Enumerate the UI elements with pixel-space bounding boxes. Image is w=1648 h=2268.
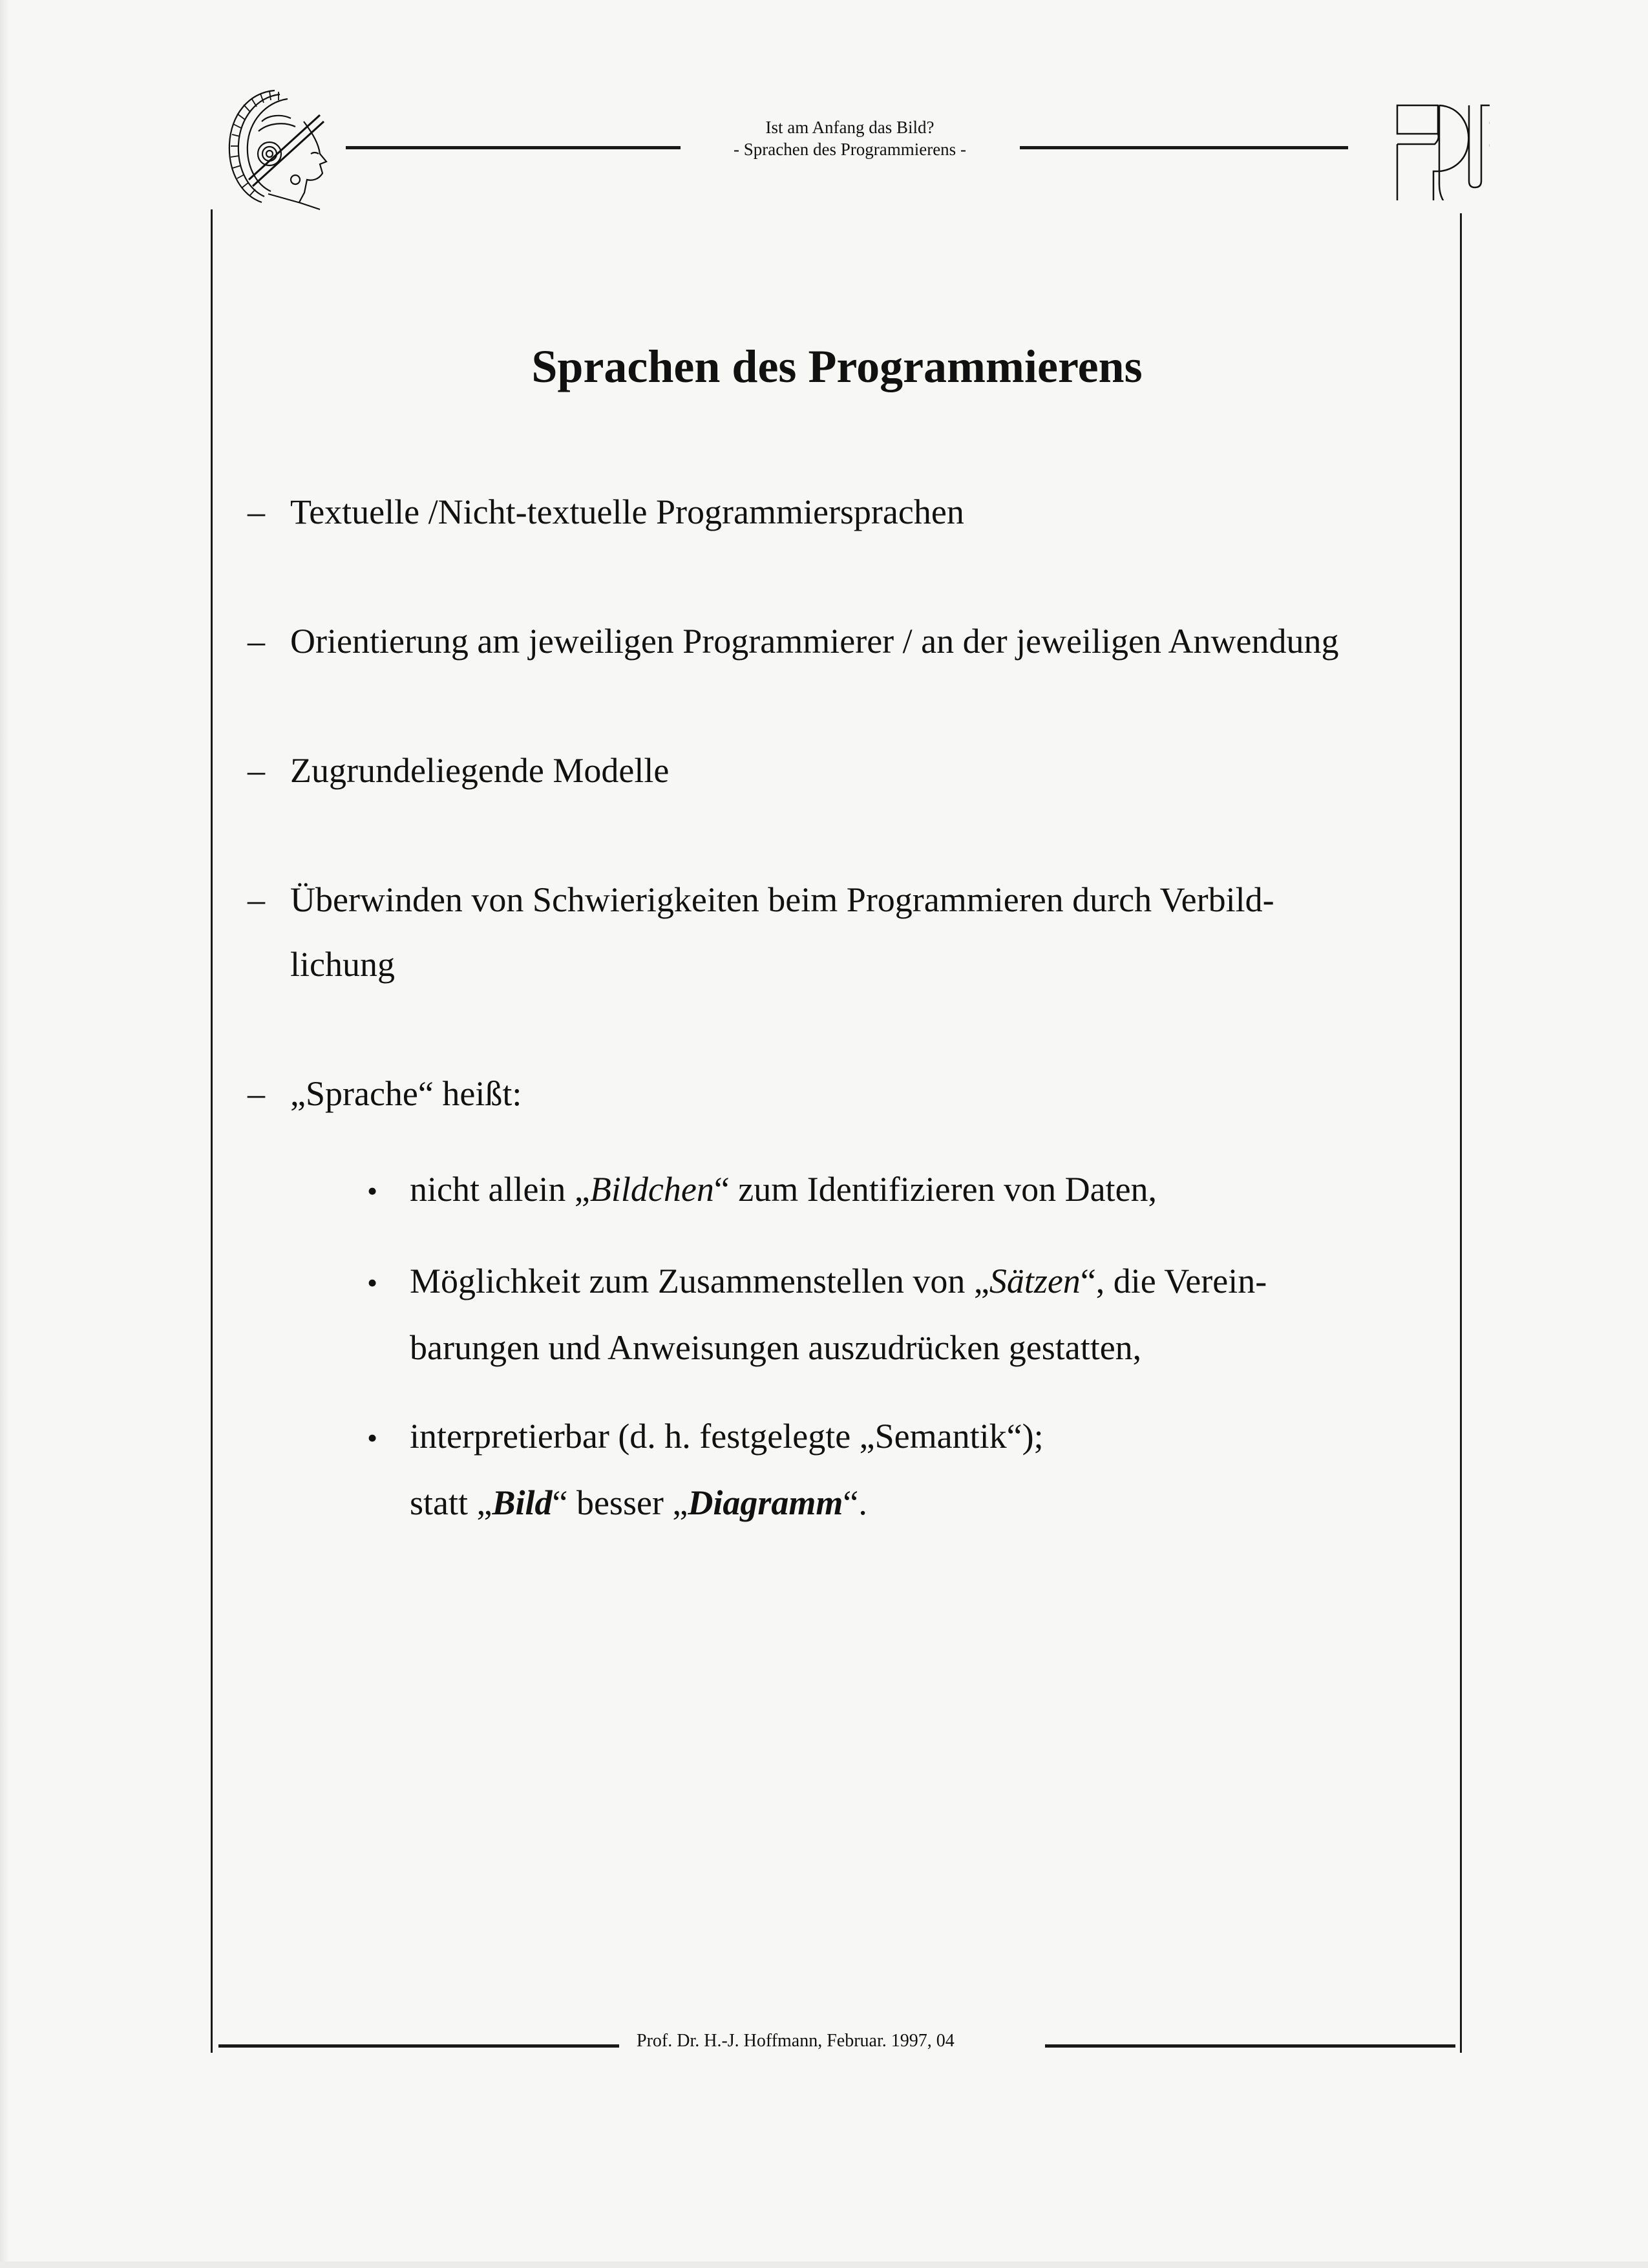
- bullet-text-part: “.: [843, 1483, 867, 1522]
- list-item: [248, 609, 1338, 673]
- scan-edge-bottom: [0, 2262, 1648, 2268]
- bullet-emphasis: Sätzen: [989, 1262, 1081, 1300]
- bullet-item: [367, 1404, 1044, 1535]
- list-item-text: Zugrundeliegende Modelle: [290, 751, 670, 790]
- bullet-continuation: [367, 1470, 1044, 1535]
- bullet-text-part: statt „: [410, 1483, 492, 1522]
- frame-right-border: [1460, 213, 1462, 2053]
- bullet-strong-emphasis: Diagramm: [688, 1483, 843, 1522]
- footer-rule-left: [218, 2044, 619, 2048]
- bullet-strong-emphasis: Bild: [492, 1483, 553, 1522]
- list-item-text: Orientierung am jeweiligen Programmierer / an der jeweiligen Anwendung: [290, 622, 1339, 661]
- dash-icon: –: [248, 493, 265, 531]
- dash-icon: –: [248, 751, 265, 790]
- header-rule-left: [346, 146, 681, 149]
- list-item-text: Überwinden von Schwierigkeiten beim Programmieren durch Verbild-: [290, 880, 1274, 919]
- list-item: [248, 867, 1274, 997]
- dash-icon: –: [248, 1074, 265, 1113]
- bullet-text-part: “, die Verein-: [1080, 1262, 1267, 1300]
- bullet-text-part: Möglichkeit zum Zusammenstellen von „: [410, 1262, 989, 1300]
- list-item-continuation: lichung: [290, 945, 395, 984]
- bullet-item: [367, 1157, 1157, 1224]
- bullet-icon: •: [367, 1266, 378, 1299]
- list-item: [248, 480, 964, 544]
- bullet-text: interpretierbar (d. h. festgelegte „Semantik“);: [410, 1417, 1044, 1456]
- bullet-text-part: nicht allein „: [410, 1170, 590, 1209]
- list-item-text: „Sprache“ heißt:: [290, 1074, 522, 1113]
- dash-icon: –: [248, 880, 265, 919]
- header-rule-right: [1020, 146, 1348, 149]
- header-title-line1: Ist am Anfang das Bild?: [765, 118, 935, 137]
- athena-seal-logo-icon: [223, 83, 339, 212]
- bullet-icon: •: [367, 1174, 378, 1207]
- header-title: [685, 116, 1015, 160]
- list-item: [248, 1061, 522, 1126]
- bullet-continuation: barungen und Anweisungen auszudrücken gestatten,: [410, 1328, 1142, 1367]
- bullet-text: [410, 1170, 1157, 1209]
- page-title: Sprachen des Programmierens: [531, 341, 1143, 392]
- dash-icon: –: [248, 622, 265, 661]
- list-item-text: Textuelle /Nicht-textuelle Programmiersprachen: [290, 493, 964, 531]
- footer-text: Prof. Dr. H.-J. Hoffmann, Februar. 1997, 04: [637, 2031, 955, 2051]
- pu-logo-icon: [1370, 87, 1490, 200]
- bullet-item: [367, 1249, 1267, 1380]
- footer-rule-right: [1045, 2044, 1455, 2048]
- frame-left-border: [211, 209, 213, 2053]
- bullet-text-part: “ besser „: [552, 1483, 688, 1522]
- header-title-line2: - Sprachen des Programmierens -: [734, 140, 966, 159]
- bullet-text: [410, 1262, 1267, 1300]
- bullet-icon: •: [367, 1421, 378, 1454]
- list-item: [248, 738, 669, 803]
- bullet-emphasis: Bildchen: [589, 1170, 714, 1209]
- scan-edge-left: [0, 0, 9, 2268]
- bullet-text-part: “ zum Identifizieren von Daten,: [713, 1170, 1157, 1209]
